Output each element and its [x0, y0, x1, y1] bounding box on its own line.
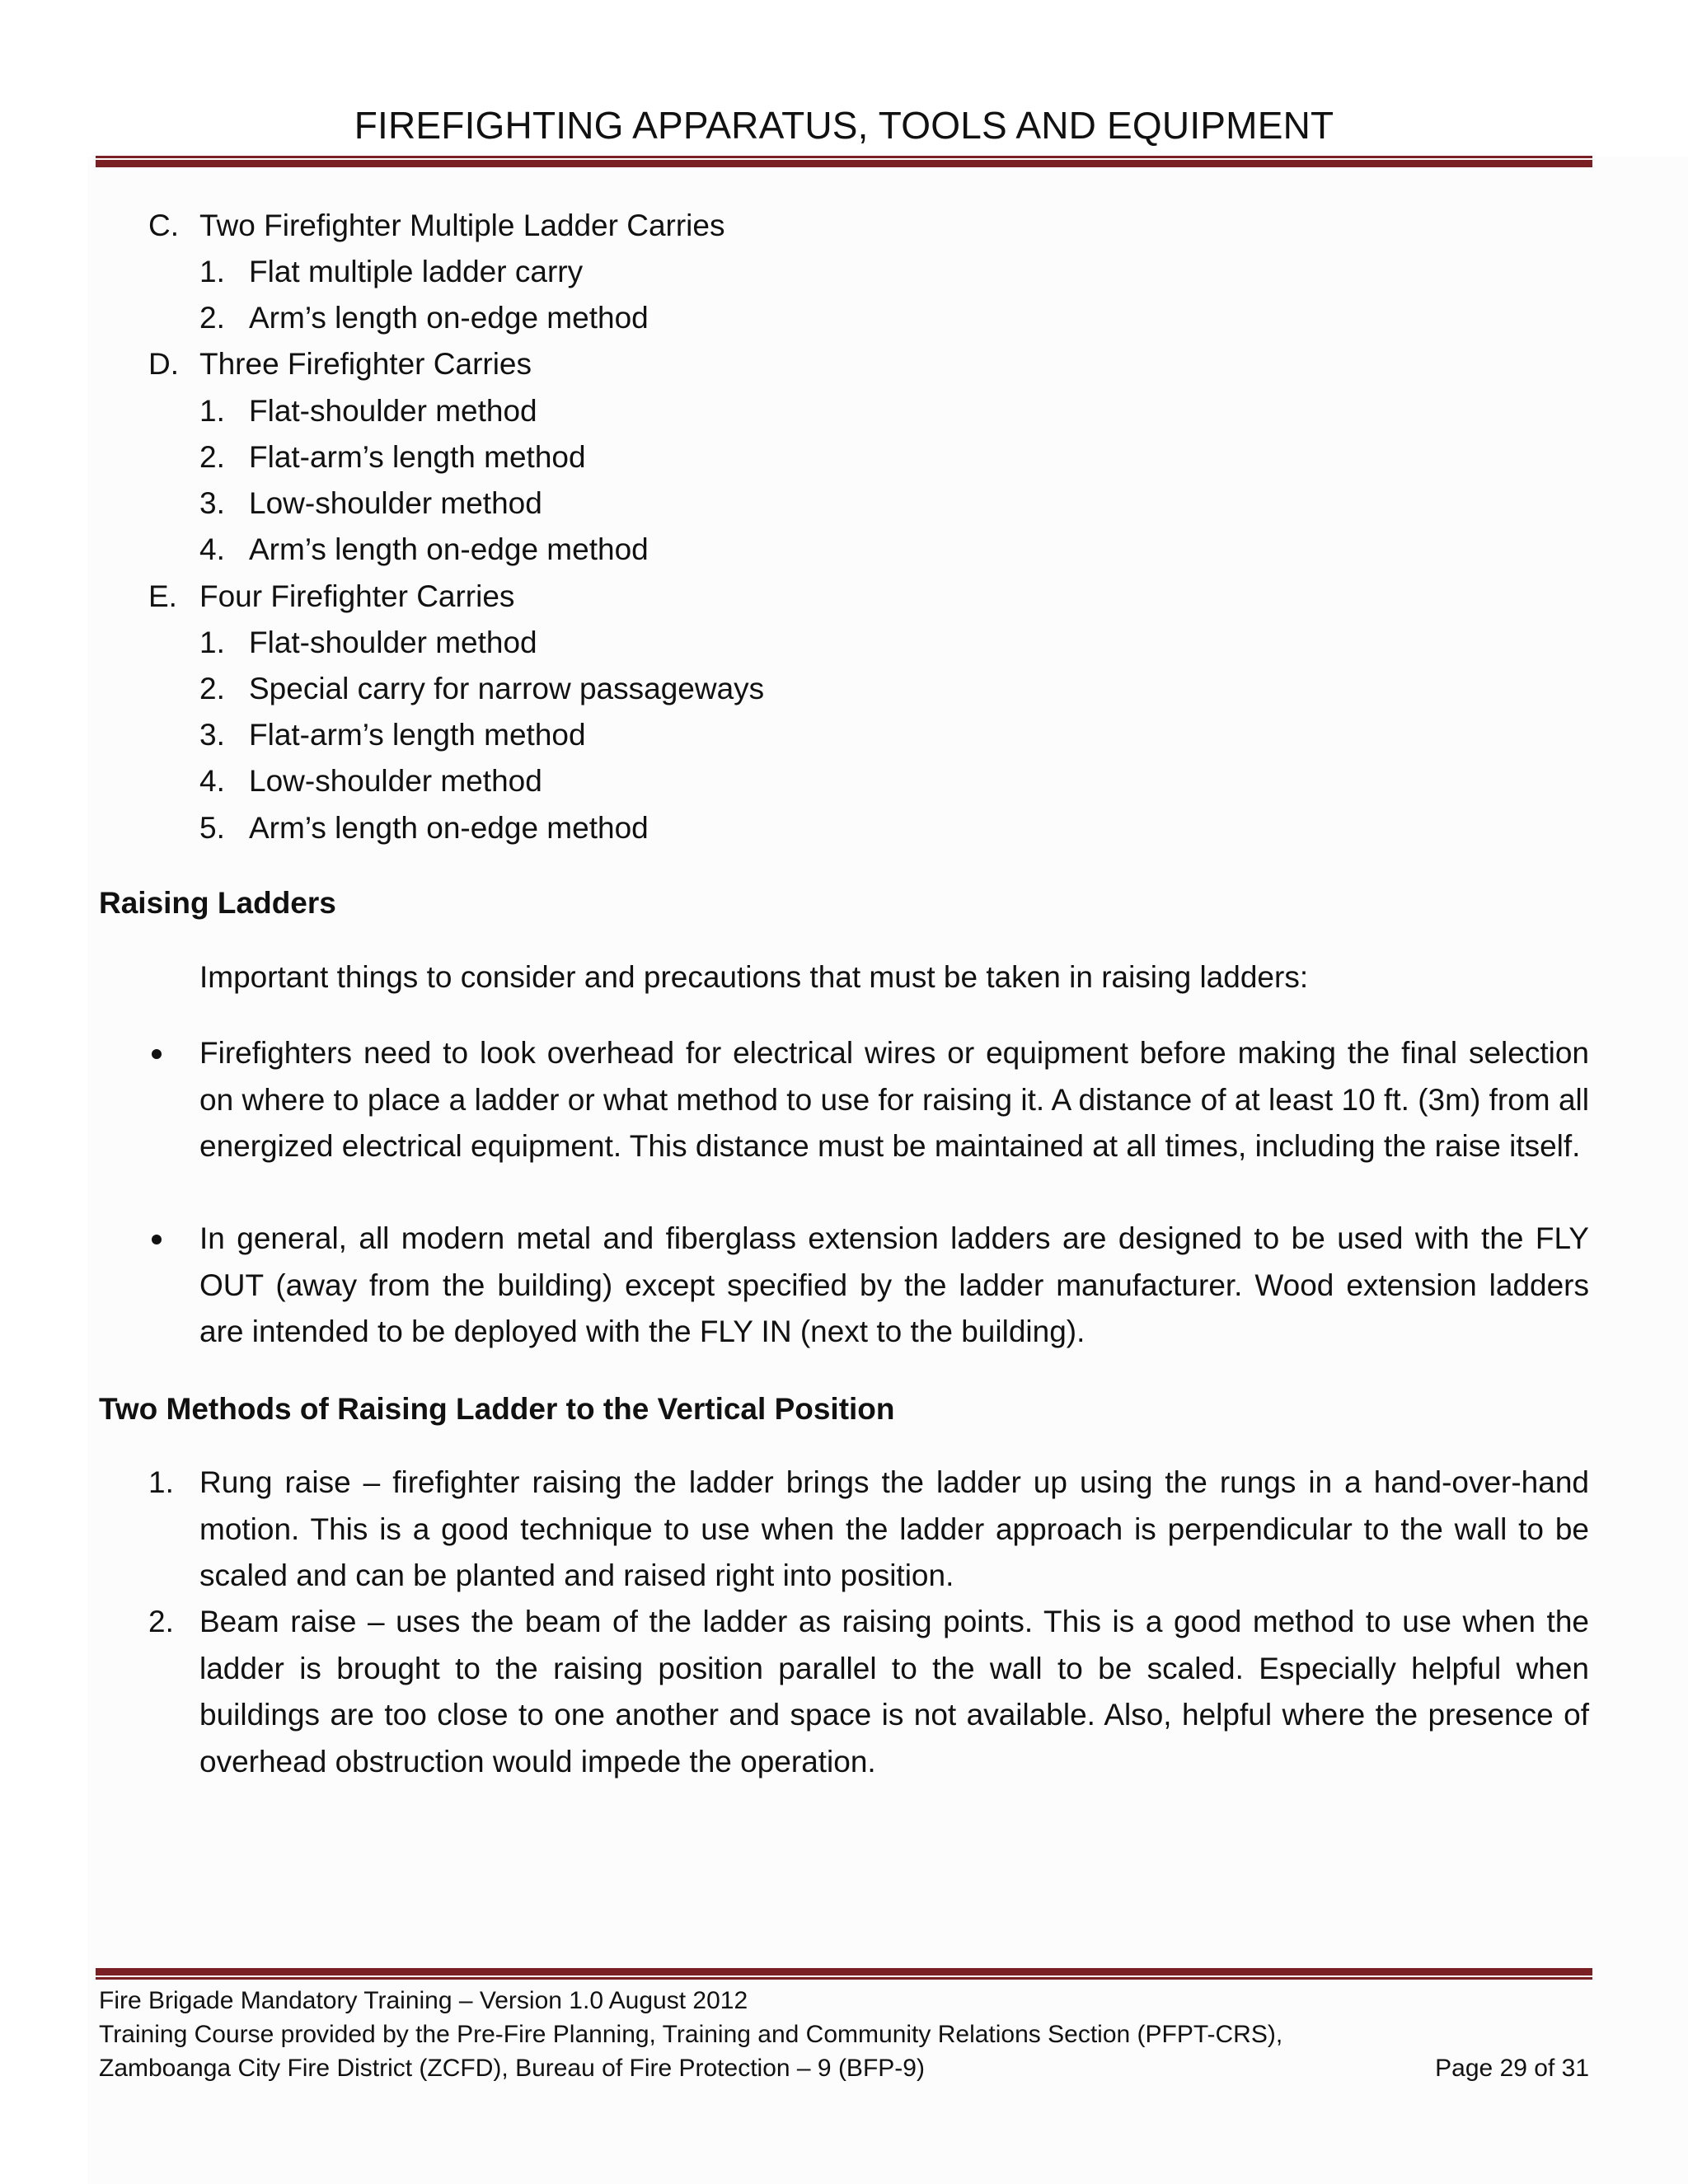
section-title: Four Firefighter Carries: [199, 579, 515, 613]
section-letter: E.: [148, 579, 177, 613]
list-item: Arm’s length on-edge method: [249, 811, 649, 845]
list-item-number: 2.: [199, 301, 225, 335]
bullet-icon: [152, 1235, 162, 1244]
list-item: Low-shoulder method: [249, 486, 542, 520]
section-heading-two-methods: Two Methods of Raising Ladder to the Vertical Position: [99, 1392, 895, 1426]
section-letter: C.: [148, 209, 179, 242]
bullet-paragraph: In general, all modern metal and fiberglass extension ladders are designed to be used with the FLY OUT (away from the building) except specified by the ladder manufacturer. Wood extension ladders are intended to be deployed with the FLY IN (next to the building).: [199, 1221, 1589, 1348]
list-item-number: 3.: [199, 718, 225, 752]
section-heading-raising-ladders: Raising Ladders: [99, 886, 336, 920]
bullet-icon: [152, 1049, 162, 1059]
footer-line-3: Zamboanga City Fire District (ZCFD), Bureau of Fire Protection – 9 (BFP-9): [99, 2055, 925, 2082]
list-item: Flat-shoulder method: [249, 394, 537, 428]
footer-line-1: Fire Brigade Mandatory Training – Version 1.0 August 2012: [99, 1987, 748, 2014]
footer-line-2: Training Course provided by the Pre-Fire Planning, Training and Community Relations Section (PFPT-CRS),: [99, 2021, 1283, 2048]
section-title: Two Firefighter Multiple Ladder Carries: [199, 209, 725, 242]
page-number: Page 29 of 31: [1435, 2055, 1589, 2082]
list-item-number: 2.: [199, 440, 225, 474]
list-item-number: 1.: [148, 1465, 174, 1499]
section-letter: D.: [148, 347, 179, 381]
list-item-number: 2.: [199, 672, 225, 705]
intro-paragraph: Important things to consider and precautions that must be taken in raising ladders:: [199, 960, 1309, 994]
list-item-number: 4.: [199, 764, 225, 798]
method-paragraph: Beam raise – uses the beam of the ladder as raising points. This is a good method to use when the ladder is brought to the raising position parallel to the wall to be scaled. Especially helpful when buildings are too close to one another and space is not available. Also, helpful where the presence of overhead obstruction would impede the operation.: [199, 1605, 1589, 1779]
list-item-number: 4.: [199, 532, 225, 566]
list-item-number: 1.: [199, 394, 225, 428]
bullet-paragraph: Firefighters need to look overhead for electrical wires or equipment before making the final selection on where to place a ladder or what method to use for raising it. A distance of at least 10 ft. (3m) from all energized electrical equipment. This distance must be maintained at all times, including the raise itself.: [199, 1036, 1589, 1163]
list-item: Arm’s length on-edge method: [249, 301, 649, 335]
list-item: Arm’s length on-edge method: [249, 532, 649, 566]
list-item-number: 1.: [199, 255, 225, 288]
header-rule: [96, 156, 1592, 167]
list-item-number: 1.: [199, 626, 225, 659]
section-title: Three Firefighter Carries: [199, 347, 532, 381]
list-item-number: 5.: [199, 811, 225, 845]
method-paragraph: Rung raise – firefighter raising the ladder brings the ladder up using the rungs in a hand-over-hand motion. This is a good technique to use when the ladder approach is perpendicular to the wall to be scaled and can be planted and raised right into position.: [199, 1465, 1589, 1592]
list-item: Flat-arm’s length method: [249, 718, 586, 752]
list-item: Special carry for narrow passageways: [249, 672, 765, 705]
page-header-title: FIREFIGHTING APPARATUS, TOOLS AND EQUIPMENT: [354, 104, 1334, 147]
list-item: Flat multiple ladder carry: [249, 255, 584, 288]
list-item: Low-shoulder method: [249, 764, 542, 798]
list-item-number: 2.: [148, 1605, 174, 1638]
footer-rule: [96, 1968, 1592, 1980]
list-item-number: 3.: [199, 486, 225, 520]
list-item: Flat-shoulder method: [249, 626, 537, 659]
list-item: Flat-arm’s length method: [249, 440, 586, 474]
